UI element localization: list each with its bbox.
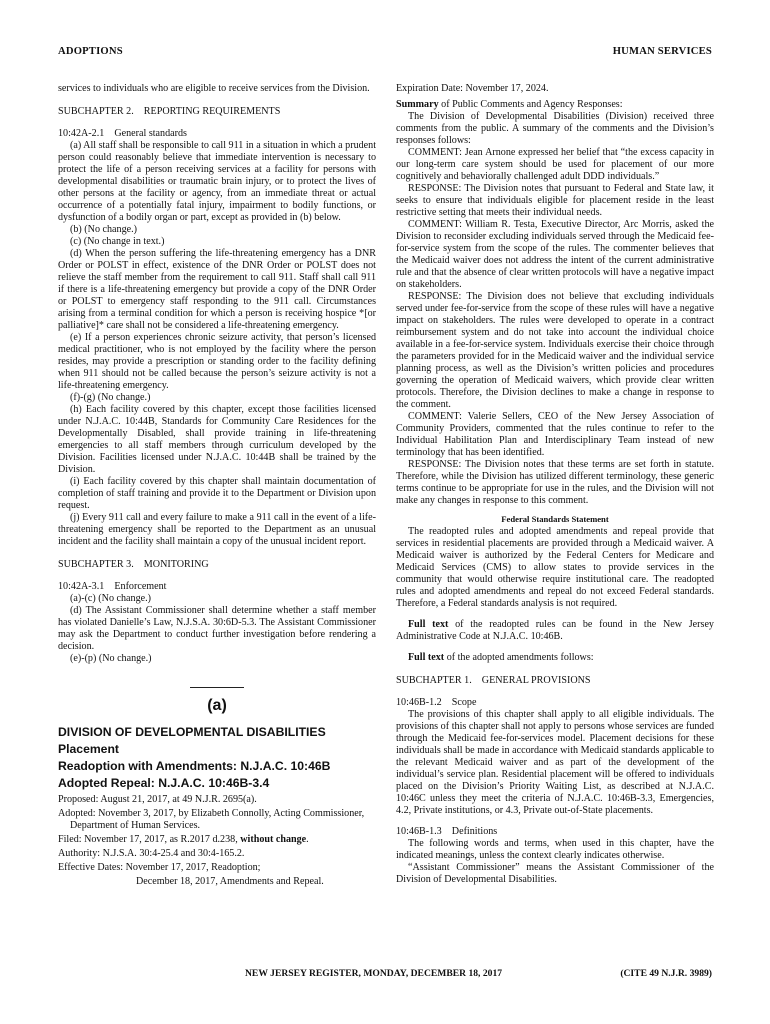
comment: COMMENT: Valerie Sellers, CEO of the New Jersey Association of Community Providers, commented that the rules continue to refer to the Individual Habilitation Plan and Interdisciplinary Team instead of new terminology that has been identified. xyxy=(396,411,714,458)
paragraph: (b) (No change.) xyxy=(70,224,137,235)
paragraph: The provisions of this chapter shall apply to all eligible individuals. The provisions of this chapter shall not apply to persons whose services are funded through the Medicaid fee-for-services model. Placement decisions for these individuals shall be made in accordance with Medicaid standards applicable to the relevant Medicaid waiver and as part of the development of the individual’s service plan. Residential placement will be offered to individuals placed on the Division’s Priority Waiting List, as described at N.J.A.C. 10:46C unless they meet the criteria of N.J.A.C. 10:46B-3.3, Emergencies, 4.2, Private institutions, or 4.3, Private out-of-State placements. xyxy=(396,709,714,816)
response: RESPONSE: The Division does not believe that excluding individuals served under fee-for-service from the scope of these rules will have a negative impact on stakeholders. The rules were developed to operate in a contract reimbursement system and do not take into account the individual choice available in a fee-for-service system. Individuals exercise their choice through the parameters provided for in the Medicaid waiver and the individual service planning process, as well as the Division’s written policies and procedures governing the operation of Medicaid waivers, which provide clear written protocols. Therefore, the Division declines to make a change in response to the comment. xyxy=(396,291,714,410)
full-text-note xyxy=(396,652,714,664)
filed-text: Filed: November 17, 2017, as R.2017 d.238, xyxy=(58,834,241,845)
repeal-heading: Adopted Repeal: N.J.A.C. 10:46B-3.4 xyxy=(58,776,270,790)
paragraph: services to individuals who are eligible to receive services from the Division. xyxy=(58,83,370,94)
paragraph: (d) The Assistant Commissioner shall determine whether a staff member has violated Danielle’s Law, N.J.S.A. 30:6D-5.3. The Assistant Commissioner may ask the Department to conduct further investigation before rendering a decision. xyxy=(58,605,376,652)
paragraph: (e) If a person experiences chronic seizure activity, that person’s licensed medical practitioner, who is not employed by the facility where the person resides, may provide a prescription or standing order to the facility defining when 911 should not be called because the person’s seizure activity is not a life-threatening emergency. xyxy=(58,332,376,391)
filed-suffix: . xyxy=(306,834,309,845)
section-divider xyxy=(190,687,244,688)
paragraph: (i) Each facility covered by this chapter shall maintain documentation of completion of staff training and provide it to the Department or Division upon request. xyxy=(58,476,376,511)
readoption-heading: Readoption with Amendments: N.J.A.C. 10:46B xyxy=(58,759,331,773)
paragraph: (j) Every 911 call and every failure to make a 911 call in the event of a life-threatening emergency shall be reported to the Department as an unusual incident and the facility shall maintain a copy of the unusual incident report. xyxy=(58,512,376,547)
section-heading: 10:46B-1.3 Definitions xyxy=(396,826,498,837)
summary-text: of Public Comments and Agency Responses: xyxy=(438,99,623,110)
summary-heading xyxy=(396,99,714,111)
running-header-right: HUMAN SERVICES xyxy=(612,46,712,57)
running-header-left: ADOPTIONS xyxy=(58,46,123,57)
subchapter-heading: SUBCHAPTER 2. REPORTING REQUIREMENTS xyxy=(58,106,281,117)
paragraph: (a)-(c) (No change.) xyxy=(70,593,151,604)
right-column xyxy=(396,83,714,886)
paragraph: (d) When the person suffering the life-threatening emergency has a DNR Order or POLST in effect, existence of the DNR Order or POLST does not relieve the staff member from the requirement to call 911. Staff shall call 911 if there is a life-threatening emergency but provide a copy of the DNR Order or POLST to emergency staff responding to the 911 call. Circumstances arising from a terminal condition for which a person is receiving hospice *[or palliative]* care shall not be considered a life-threatening emergency. xyxy=(58,248,376,331)
paragraph: “Assistant Commissioner” means the Assistant Commissioner of the Division of Developmental Disabilities. xyxy=(396,862,714,885)
effective-line-2: December 18, 2017, Amendments and Repeal. xyxy=(136,876,324,887)
section-heading: 10:42A-3.1 Enforcement xyxy=(58,581,167,592)
paragraph: (f)-(g) (No change.) xyxy=(70,392,151,403)
topic-heading: Placement xyxy=(58,742,119,756)
full-text-note xyxy=(396,619,714,643)
summary-label: Summary xyxy=(396,99,439,110)
paragraph: (e)-(p) (No change.) xyxy=(70,653,152,664)
paragraph: The Division of Developmental Disabilities (Division) received three comments from the public. A summary of the comments and the Division’s responses follows: xyxy=(396,111,714,146)
filed-emphasis: without change xyxy=(240,834,307,845)
section-heading: 10:46B-1.2 Scope xyxy=(396,697,477,708)
full-text-text: of the adopted amendments follows: xyxy=(444,652,594,663)
full-text-text: of the readopted rules can be found in the New Jersey Administrative Code at N.J.A.C. 10:46B. xyxy=(396,619,714,642)
federal-standards-heading: Federal Standards Statement xyxy=(501,514,609,524)
agency-heading: DIVISION OF DEVELOPMENTAL DISABILITIES xyxy=(58,725,326,739)
subchapter-heading: SUBCHAPTER 1. GENERAL PROVISIONS xyxy=(396,675,591,686)
comment: COMMENT: Jean Arnone expressed her belief that “the excess capacity in our long-term care system should be used for placement of our more cognitively and behaviorally challenged adult DDD individuals.” xyxy=(396,147,714,182)
paragraph: The readopted rules and adopted amendments and repeal provide that services in residential placements are provided through a Medicaid waiver. A Medicaid waiver is authorized by the Federal Centers for Medicare and Medicaid Services (CMS) to allow states to provide services in the community that would otherwise require institutional care. The readopted rules and adopted amendments and repeal do not exceed Federal standards. Therefore, a Federal standards analysis is not required. xyxy=(396,526,714,609)
paragraph: The following words and terms, when used in this chapter, have the indicated meanings, unless the context clearly indicates otherwise. xyxy=(396,838,714,861)
comment: COMMENT: William R. Testa, Executive Director, Arc Morris, asked the Division to reconsider excluding individuals served through the Medicaid fee-for-service system from the scope of the rules. The commenter believes that the Medicaid waiver does not address the intent of the current administrative rule and that the absence of clear written protocols will have a negative impact on stakeholders. xyxy=(396,219,714,290)
response: RESPONSE: The Division notes that these terms are set forth in statute. Therefore, while the Division has utilized different terminology, these generic terms continue to be appropriate for use in the rules, and the Division will not make any changes in response to this comment. xyxy=(396,459,714,506)
expiration-line: Expiration Date: November 17, 2024. xyxy=(396,83,549,94)
authority-line: Authority: N.J.S.A. 30:4-25.4 and 30:4-165.2. xyxy=(58,848,245,859)
full-text-label: Full text xyxy=(408,652,445,663)
filed-line xyxy=(58,834,376,846)
item-marker: (a) xyxy=(207,697,227,714)
paragraph: (h) Each facility covered by this chapter, except those facilities licensed under N.J.A.C. 10:44B, Standards for Community Care Residences for the Developmentally Disabled, shall provide training in life-threatening emergencies to all staff members through curriculum developed by the Division. Facilities licensed under N.J.A.C. 10:44B shall be trained by the Division. xyxy=(58,404,376,475)
page-citation: (CITE 49 N.J.R. 3989) xyxy=(620,968,712,979)
response: RESPONSE: The Division notes that pursuant to Federal and State law, it seeks to ensure that individuals eligible for placement reside in the least restrictive setting that meets their individual needs. xyxy=(396,183,714,218)
paragraph: (c) (No change in text.) xyxy=(70,236,165,247)
paragraph: (a) All staff shall be responsible to call 911 in a situation in which a prudent person could reasonably believe that immediate intervention is necessary to protect the life of a person receiving services at a facility for persons with developmental disabilities or traumatic brain injury, or to protect the lives of other persons at the facility or agency, from an immediate threat or actual occurrence of a potentially fatal injury, impairment to bodily functions, or dysfunction of a bodily organ or part, except as provided in (b) below. xyxy=(58,140,376,223)
adopted-line: Adopted: November 3, 2017, by Elizabeth Connolly, Acting Commissioner, Department of Human Services. xyxy=(58,808,365,831)
left-column xyxy=(58,83,376,888)
subchapter-heading: SUBCHAPTER 3. MONITORING xyxy=(58,559,209,570)
running-footer: NEW JERSEY REGISTER, MONDAY, DECEMBER 18, 2017 xyxy=(245,968,503,979)
section-heading: 10:42A-2.1 General standards xyxy=(58,128,187,139)
proposed-line: Proposed: August 21, 2017, at 49 N.J.R. 2695(a). xyxy=(58,794,257,805)
effective-line: Effective Dates: November 17, 2017, Readoption; xyxy=(58,862,261,873)
full-text-label: Full text xyxy=(408,619,449,630)
